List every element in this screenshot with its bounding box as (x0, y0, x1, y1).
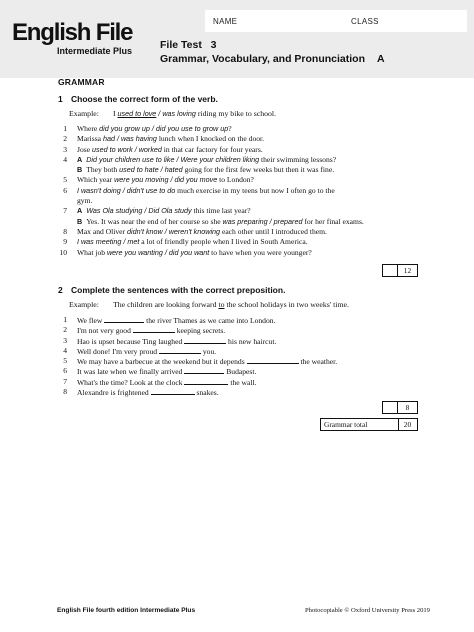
grammar-total-label: Grammar total (324, 420, 368, 429)
item-stem-end: for her final exams. (302, 216, 364, 226)
item-number: 5 (63, 175, 67, 185)
item-stem-end: Budapest. (224, 367, 257, 377)
exercise-1-item (57, 165, 467, 175)
item-number: 9 (63, 237, 67, 247)
item-text (77, 175, 254, 185)
answer-blank[interactable] (184, 366, 224, 374)
item-number: 3 (63, 335, 67, 345)
answer-blank[interactable] (184, 377, 228, 385)
item-text (77, 387, 219, 398)
footer-copyright: Photocopiable © Oxford University Press 2019 (305, 607, 430, 614)
exercise-2-heading (58, 285, 285, 295)
exercise-2-item (57, 366, 467, 376)
exercise-1-item (57, 237, 467, 247)
item-number: 10 (59, 247, 67, 257)
option-separator: / (168, 175, 175, 185)
item-number: 8 (63, 387, 67, 397)
item-number: 6 (63, 366, 67, 376)
item-stem: Which year (77, 175, 115, 185)
item-text (77, 186, 335, 196)
exercise-2-item (57, 325, 467, 335)
exercise-1-item (57, 217, 467, 227)
item-stem: Alexandre is frightened (77, 388, 151, 398)
option-a[interactable]: used to work (91, 144, 133, 154)
exercise-1-item (57, 155, 467, 165)
file-test-number: File Test 3 (160, 39, 217, 51)
option-a[interactable]: I was meeting (77, 237, 122, 247)
test-title-text: Grammar, Vocabulary, and Pronunciation (160, 53, 365, 65)
item-number: 5 (63, 356, 67, 366)
option-b[interactable]: prepared (273, 216, 303, 226)
item-stem-end: lunch when I knocked on the door. (156, 134, 265, 144)
option-a[interactable]: had (102, 134, 115, 144)
item-stem-end: to have when you were younger? (209, 247, 312, 257)
speaker-label: B (77, 165, 83, 175)
exercise-2-instructions: Complete the sentences with the correct preposition. (71, 285, 286, 295)
item-number: 4 (63, 345, 67, 355)
example-answer: to (218, 300, 225, 309)
exercise-2-item (57, 346, 467, 356)
option-b[interactable]: weren't knowing (168, 226, 221, 236)
item-stem-end: this time last year? (191, 206, 251, 216)
grammar-total-entry-cell[interactable] (321, 419, 399, 430)
item-stem: We may have a barbecue at the weekend but it depends (77, 357, 247, 367)
example-text-end: riding my bike to school. (195, 109, 277, 118)
item-stem-end: in that car factory for four years. (161, 144, 263, 154)
option-a[interactable]: were you wanting (106, 247, 163, 257)
exercise-1-example (69, 109, 276, 118)
answer-blank[interactable] (104, 315, 144, 323)
exercise-2-score: 8 (405, 403, 410, 412)
option-separator: / (158, 165, 165, 175)
item-text (77, 206, 251, 216)
item-stem-end: to London? (217, 175, 254, 185)
item-text (77, 134, 264, 144)
name-label: NAME (213, 17, 238, 26)
speaker-label: B (77, 216, 83, 226)
option-b[interactable]: met (127, 237, 140, 247)
item-number: 1 (63, 124, 67, 133)
answer-blank[interactable] (247, 356, 299, 364)
exercise-1-item (57, 227, 467, 237)
option-b[interactable]: did you want (168, 247, 210, 257)
option-b[interactable]: was having (120, 134, 157, 144)
item-stem-end: keeping secrets. (174, 326, 226, 336)
exercise-2-score-box (382, 401, 418, 414)
example-label: Example: (69, 300, 99, 309)
item-stem-end: their swimming lessons? (259, 154, 337, 164)
item-number: 2 (63, 325, 67, 335)
option-separator: / (132, 144, 139, 154)
exercise-1-item (57, 196, 467, 206)
exercise-1-item (57, 145, 467, 155)
option-b[interactable]: Did Ola study (148, 206, 192, 216)
logo-subtitle: Intermediate Plus (57, 46, 133, 56)
option-b[interactable]: worked (138, 144, 162, 154)
item-text (77, 165, 334, 175)
exercise-1-instructions: Choose the correct form of the verb. (71, 94, 218, 104)
item-stem: Where (77, 124, 100, 133)
item-stem: gym. (77, 196, 93, 206)
exercise-2-example (69, 300, 349, 309)
exercise-2-items (57, 315, 467, 397)
option-b[interactable]: hated (164, 165, 183, 175)
answer-blank[interactable] (133, 325, 175, 333)
option-a[interactable]: were you moving (114, 175, 169, 185)
exercise-1-number: 1 (58, 94, 63, 104)
option-b[interactable]: Were your children liking (180, 154, 260, 164)
item-stem-end: a lot of friendly people when I lived in South America. (139, 237, 308, 247)
item-text (77, 217, 364, 227)
item-number: 6 (63, 185, 67, 195)
example-text: The children are looking forward (113, 300, 219, 309)
item-stem-end: the wall. (228, 377, 257, 387)
answer-blank[interactable] (159, 346, 201, 354)
exercise-2-number: 2 (58, 285, 63, 295)
item-number: 7 (63, 376, 67, 386)
item-stem: Hao is upset because Ting laughed (77, 336, 185, 346)
class-label: CLASS (351, 17, 379, 26)
item-number: 4 (63, 154, 67, 164)
item-stem: It was late when we finally arrived (77, 367, 185, 377)
score-entry-cell[interactable] (383, 265, 398, 276)
exercise-1-heading (58, 94, 218, 104)
example-text-end: the school holidays in two weeks' time. (224, 300, 349, 309)
item-text (77, 155, 336, 165)
item-stem: Well done! I'm very proud (77, 346, 159, 356)
exercise-2-item (57, 377, 467, 387)
example-label: Example: (69, 109, 99, 118)
option-separator: / (149, 124, 156, 133)
item-stem: They both (86, 165, 120, 175)
item-stem: I'm not very good (77, 326, 133, 336)
option-separator: / (174, 154, 181, 164)
exercise-1-score-box (382, 264, 418, 277)
item-text (77, 196, 92, 206)
score-entry-cell[interactable] (383, 402, 398, 413)
item-text (77, 124, 232, 134)
item-text (77, 237, 308, 247)
test-version: A (377, 53, 385, 65)
exercise-2-item (57, 315, 467, 325)
item-stem: What's the time? Look at the clock (77, 377, 185, 387)
option-separator: / (267, 216, 274, 226)
exercise-1-item (57, 124, 467, 134)
grammar-total-value: 20 (403, 420, 412, 429)
exercise-1-items (57, 124, 467, 258)
example-distractor: was loving (162, 109, 196, 118)
item-number: 8 (63, 226, 67, 236)
option-a[interactable]: was preparing (222, 216, 268, 226)
exercise-2-item (57, 387, 467, 397)
option-a[interactable]: didn't know (126, 226, 163, 236)
item-stem: What job (77, 247, 107, 257)
option-a[interactable]: Was Ola studying (86, 206, 143, 216)
option-separator: / (121, 237, 128, 247)
item-stem-end: snakes. (194, 388, 219, 398)
item-stem: Jose (77, 144, 92, 154)
item-stem-end: going for the first few weeks but then it was fine. (182, 165, 335, 175)
name-class-field[interactable] (205, 10, 467, 32)
exercise-1-item (57, 186, 467, 196)
answer-blank[interactable] (151, 387, 195, 395)
item-stem-end: the river Thames as we came into London. (144, 316, 276, 325)
item-stem-end: you. (200, 346, 217, 356)
logo-title: English File (12, 19, 133, 46)
option-b[interactable]: didn't use to do (126, 185, 176, 195)
speaker-label: A (77, 206, 83, 216)
option-separator: / (142, 206, 149, 216)
item-stem-end: much exercise in my teens but now I often go to the (175, 185, 335, 195)
example-text: I (113, 109, 118, 118)
option-b[interactable]: did you use to grow up (155, 124, 229, 133)
option-separator: / (114, 134, 121, 144)
footer-edition: English File fourth edition Intermediate Plus (57, 607, 196, 614)
item-text (77, 248, 312, 258)
item-stem: We flew (77, 316, 105, 325)
item-stem-end: the weather. (298, 357, 338, 367)
item-number: 1 (63, 315, 67, 324)
exercise-1-item (57, 206, 467, 216)
item-text (77, 145, 263, 155)
section-heading-grammar: GRAMMAR (58, 77, 105, 87)
item-number: 7 (63, 206, 67, 216)
item-stem: Yes. It was near the end of her course so she (86, 216, 223, 226)
item-stem: Max and Oliver (77, 226, 127, 236)
answer-blank[interactable] (184, 336, 226, 344)
exercise-2-item (57, 356, 467, 366)
option-a[interactable]: did you grow up (99, 124, 150, 133)
exercise-1-score: 12 (403, 266, 412, 275)
option-separator: / (162, 247, 169, 257)
speaker-label: A (77, 154, 83, 164)
exercise-1-item (57, 175, 467, 185)
exercise-1-item (57, 248, 467, 258)
item-stem: Marissa (77, 134, 103, 144)
test-title (160, 53, 385, 66)
option-a[interactable]: used to hate (119, 165, 159, 175)
option-separator: / (162, 226, 169, 236)
item-stem-end: each other until I introduced them. (220, 226, 327, 236)
option-a[interactable]: Did your children use to like (86, 154, 175, 164)
example-separator: / (156, 109, 163, 118)
item-stem-end: his new haircut. (226, 336, 277, 346)
item-number: 3 (63, 144, 67, 154)
item-text (77, 227, 327, 237)
grammar-total-box (320, 418, 418, 431)
option-b[interactable]: did you move (174, 175, 218, 185)
english-file-logo (12, 20, 160, 66)
item-number: 2 (63, 134, 67, 144)
item-stem-end: ? (228, 124, 232, 133)
exercise-2-item (57, 336, 467, 346)
option-separator: / (120, 185, 127, 195)
example-answer: used to love (117, 109, 157, 118)
option-a[interactable]: I wasn't doing (77, 185, 121, 195)
exercise-1-item (57, 134, 467, 144)
